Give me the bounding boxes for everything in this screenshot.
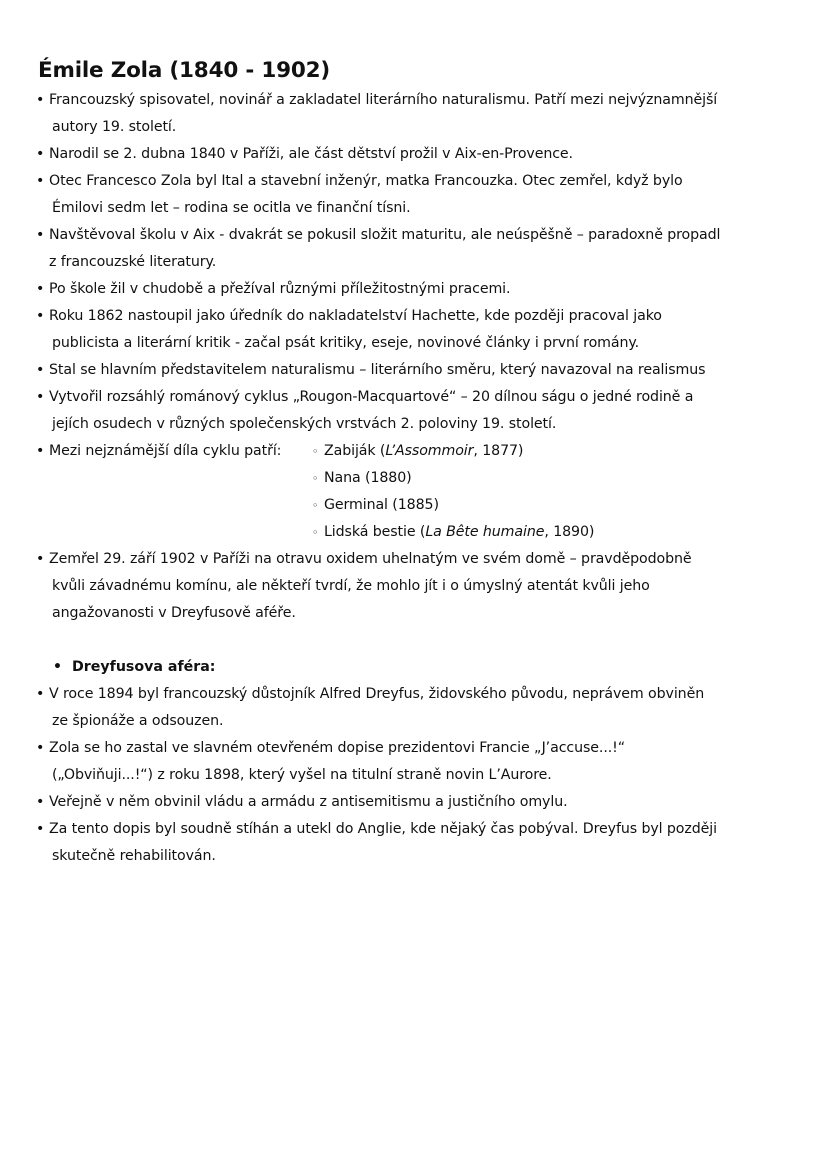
work-item: ◦ Lidská bestie (La Bête humaine, 1890): [312, 519, 594, 546]
work-item: ◦ Germinal (1885): [312, 492, 594, 519]
list-item-text: Zola se ho zastal ve slavném otevřeném dopise prezidentovi Francie „J’accuse...!“: [49, 740, 625, 756]
bullet-icon: •: [36, 146, 45, 162]
page-title: Émile Zola (1840 - 1902): [38, 58, 331, 83]
list-item-text: Vytvořil rozsáhlý románový cyklus „Rougon-Macquartové“ – 20 dílnou ságu o jedné rodině a: [49, 389, 694, 405]
bullet-icon: •: [36, 821, 45, 837]
circle-bullet-icon: ◦: [312, 445, 319, 458]
list-item: [36, 168, 796, 222]
list-item-text: Navštěvoval školu v Aix - dvakrát se pokusil složit maturitu, ale neúspěšně – paradoxně propadl: [49, 227, 721, 243]
list-item: [36, 789, 796, 816]
bullet-icon: •: [36, 794, 45, 810]
list-item-text: Veřejně v něm obvinil vládu a armádu z antisemitismu a justičního omylu.: [49, 794, 568, 810]
list-item-text: Narodil se 2. dubna 1840 v Paříži, ale část dětství prožil v Aix-en-Provence.: [49, 146, 573, 162]
circle-bullet-icon: ◦: [312, 472, 319, 485]
list-item-text: autory 19. století.: [52, 119, 177, 135]
list-item: [36, 357, 796, 384]
work-item: ◦ Nana (1880): [312, 465, 594, 492]
works-label: Mezi nejznámější díla cyklu patří:: [49, 443, 282, 459]
list-item-text: („Obviňuji...!“) z roku 1898, který vyšel na titulní straně novin L’Aurore.: [52, 767, 552, 783]
list-item-text: publicista a literární kritik - začal psát kritiky, eseje, novinové články i první romány.: [52, 335, 640, 351]
bullet-icon: •: [36, 443, 45, 459]
section-heading: [36, 654, 796, 681]
works-sublist: [312, 438, 594, 546]
bullet-icon: •: [36, 551, 45, 567]
circle-bullet-icon: ◦: [312, 499, 319, 512]
list-item-text: kvůli závadnému komínu, ale někteří tvrdí, že mohlo jít i o úmyslný atentát kvůli jeho: [52, 578, 650, 594]
list-item-text: Zemřel 29. září 1902 v Paříži na otravu oxidem uhelnatým ve svém domě – pravděpodobně: [49, 551, 692, 567]
list-item-text: Roku 1862 nastoupil jako úředník do nakladatelství Hachette, kde později pracoval jako: [49, 308, 662, 324]
list-item: [36, 303, 796, 357]
list-item: [36, 276, 796, 303]
section-heading-text: Dreyfusova aféra:: [72, 659, 216, 675]
bullet-icon: •: [36, 227, 45, 243]
list-item: [36, 816, 796, 870]
list-item-text: Otec Francesco Zola byl Ital a stavební inženýr, matka Francouzka. Otec zemřel, když bylo: [49, 173, 683, 189]
list-item-text: ze špionáže a odsouzen.: [52, 713, 224, 729]
list-item: [36, 384, 796, 438]
list-item-text: skutečně rehabilitován.: [52, 848, 216, 864]
list-item-text: Po škole žil v chudobě a přežíval různými příležitostnými pracemi.: [49, 281, 511, 297]
list-item: [36, 546, 796, 627]
document-page: [36, 56, 796, 870]
spacer: [36, 627, 796, 654]
list-item: [36, 681, 796, 735]
list-item-text: V roce 1894 byl francouzský důstojník Alfred Dreyfus, židovského původu, neprávem obviněn: [49, 686, 705, 702]
list-item-text: Stal se hlavním představitelem naturalismu – literárního směru, který navazoval na realismus: [49, 362, 706, 378]
bullet-icon: •: [36, 362, 45, 378]
bullet-icon: •: [53, 659, 62, 675]
bullet-icon: •: [36, 308, 45, 324]
bullet-icon: •: [36, 740, 45, 756]
bullet-icon: •: [36, 389, 45, 405]
bullet-icon: •: [36, 92, 45, 108]
bullet-icon: •: [36, 173, 45, 189]
list-item: [36, 87, 796, 141]
works-list-item: [36, 438, 796, 546]
list-item-text: jejích osudech v různých společenských vrstvách 2. poloviny 19. století.: [52, 416, 557, 432]
circle-bullet-icon: ◦: [312, 526, 319, 539]
bullet-icon: •: [36, 281, 45, 297]
bullet-icon: •: [36, 686, 45, 702]
list-item: [36, 735, 796, 789]
list-item-text: Francouzský spisovatel, novinář a zakladatel literárního naturalismu. Patří mezi nejvýznamnější: [49, 92, 718, 108]
list-item: [36, 222, 796, 276]
work-item: ◦ Zabiják (L’Assommoir, 1877): [312, 438, 594, 465]
list-item: [36, 141, 796, 168]
list-item-text: z francouzské literatury.: [49, 254, 217, 270]
list-item-text: Émilovi sedm let – rodina se ocitla ve finanční tísni.: [52, 200, 411, 216]
list-item-text: Za tento dopis byl soudně stíhán a utekl do Anglie, kde nějaký čas pobýval. Dreyfus byl později: [49, 821, 717, 837]
list-item-text: angažovanosti v Dreyfusově aféře.: [52, 605, 296, 621]
